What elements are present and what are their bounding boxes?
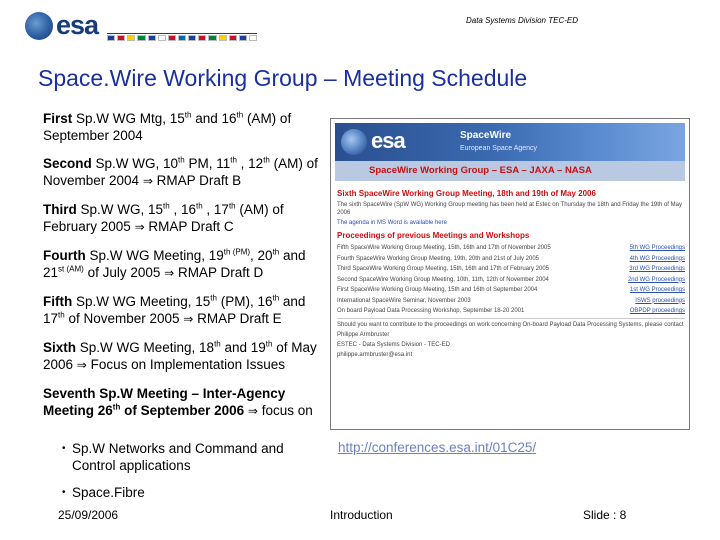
meeting-text: and 21: [43, 248, 306, 280]
proceedings-row: [337, 255, 685, 263]
implies-arrow: ⇒: [76, 358, 87, 372]
implies-arrow: ⇒: [134, 220, 145, 234]
meeting-text: and 16: [191, 111, 237, 126]
contact-mail[interactable]: philippe.armbruster@esa.int: [337, 351, 413, 358]
meeting-text: Sp.W WG Meeting, 15: [72, 294, 211, 309]
bullet-dot: •: [62, 487, 66, 498]
flag-icon: [249, 35, 257, 41]
meeting-text: focus on: [257, 403, 313, 418]
meeting-text: and 17: [43, 294, 306, 326]
proceedings-link[interactable]: 2nd WG Proceedings: [627, 276, 685, 283]
meeting-text: , 17: [202, 202, 229, 217]
divider: [337, 318, 685, 319]
meeting-text: Sp.W WG Meeting, 19: [85, 248, 224, 263]
flag-icon: [219, 35, 227, 41]
meeting-text: (PM), 16: [216, 294, 273, 309]
meeting-outcome: RMAP Draft E: [193, 311, 282, 326]
meeting-ordinal: Second: [43, 156, 92, 171]
proceedings-link[interactable]: 5th WG Proceedings: [629, 245, 685, 251]
footer-slide-number: Slide : 8: [583, 508, 627, 522]
proceedings-label: Fifth SpaceWire Working Group Meeting, 15th, 16th and 17th of November 2005: [337, 245, 551, 251]
meeting-text: of July 2005: [83, 265, 165, 280]
ordinal-suffix: th: [214, 339, 221, 349]
proceedings-label: On board Payload Data Processing Workshop, September 18-20 2001: [337, 308, 525, 314]
website-screenshot: [330, 118, 690, 430]
flag-icon: [158, 35, 166, 41]
website-logo: esa: [371, 128, 405, 153]
bullet-text: Sp.W Networks and Command and Control applications: [72, 441, 284, 473]
proceedings-label: Second SpaceWire Working Group Meeting, 10th, 11th, 12th of November 2004: [337, 276, 549, 283]
website-heading: Sixth SpaceWire Working Group Meeting, 18th and 19th of May 2006: [337, 189, 596, 198]
proceedings-row: [337, 276, 685, 284]
ordinal-suffix: th (PM): [223, 247, 251, 257]
bullet-item: [62, 440, 322, 474]
proceedings-row: [337, 286, 685, 294]
proceedings-row: [337, 265, 685, 273]
proceedings-link[interactable]: ISWS proceedings: [635, 297, 685, 304]
meeting-list: [43, 110, 328, 431]
ordinal-suffix: th: [272, 247, 280, 257]
ordinal-suffix: th: [195, 201, 203, 211]
meeting-outcome: RMAP Draft D: [174, 265, 264, 280]
meeting-item: [43, 155, 328, 190]
meeting-text: , 12: [236, 156, 264, 171]
ordinal-suffix: th: [184, 110, 192, 120]
proceedings-label: International SpaceWire Seminar, November 2003: [337, 297, 471, 304]
globe-icon: [341, 129, 367, 155]
ordinal-suffix: th: [210, 293, 217, 303]
website-content: [337, 187, 685, 361]
meeting-text: (AM) of November 2004: [43, 156, 318, 188]
flag-icon: [117, 35, 125, 41]
meeting-ordinal: Third: [43, 202, 77, 217]
ordinal-suffix: st (AM): [58, 264, 84, 274]
website-intro: The sixth SpaceWire (SpW WG) Working Group meeting has been held at Estec on Thursday the 18th and Friday the 19th of May 2006: [337, 202, 682, 216]
meeting-item: [43, 339, 328, 374]
footer-section: Introduction: [330, 508, 393, 522]
flag-icon: [198, 35, 206, 41]
proceedings-link[interactable]: 4th WG Proceedings: [629, 255, 685, 262]
meeting-text: Sp.W WG, 15: [76, 202, 164, 217]
meeting-item: [43, 110, 328, 144]
flag-icon: [107, 35, 115, 41]
meeting-text: (AM) of February 2005: [43, 202, 284, 234]
meeting-ordinal: Fourth: [43, 248, 86, 263]
proceedings-row: [337, 244, 685, 252]
flag-icon: [148, 35, 156, 41]
implies-arrow: ⇒: [247, 404, 258, 418]
implies-arrow: ⇒: [183, 312, 194, 326]
meeting-text: Sp.W WG Mtg, 15: [72, 111, 185, 126]
proceedings-link[interactable]: 1st WG Proceedings: [629, 287, 685, 293]
meeting-ordinal: First: [43, 111, 73, 126]
bullet-item: [62, 484, 322, 501]
contact-name: Philippe Armbruster: [337, 331, 390, 338]
flag-icon: [137, 35, 145, 41]
flag-icon: [127, 35, 135, 41]
flag-icon: [239, 35, 247, 41]
meeting-ordinal: Sixth: [43, 340, 77, 355]
proceedings-link[interactable]: 3rd WG Proceedings: [629, 266, 685, 272]
ordinal-suffix: th: [112, 402, 121, 412]
proceedings-row: [337, 307, 685, 315]
ordinal-suffix: th: [272, 293, 280, 303]
meeting-text: of November 2005: [64, 311, 184, 326]
esa-wordmark: esa: [56, 10, 99, 40]
esa-logo: [25, 10, 115, 42]
division-label: Data Systems Division TEC-ED: [465, 16, 578, 25]
ordinal-suffix: th: [178, 155, 185, 165]
website-proceedings-heading: Proceedings of previous Meetings and Workshops: [337, 231, 530, 240]
flag-icon: [178, 35, 186, 41]
ordinal-suffix: th: [230, 155, 237, 165]
conference-link[interactable]: http://conferences.esa.int/01C25/: [338, 440, 537, 455]
meeting-text: PM, 11: [184, 156, 231, 171]
proceedings-label: First SpaceWire Working Group Meeting, 15th and 16th of September 2004: [337, 287, 538, 293]
header-rule: [107, 33, 257, 34]
proceedings-row: [337, 297, 685, 305]
meeting-ordinal: Fifth: [43, 294, 73, 309]
meeting-text: Sp.W WG Meeting, 18: [76, 340, 215, 355]
globe-icon: [25, 12, 53, 40]
website-agency: European Space Agency: [460, 145, 538, 152]
bullet-text: Space.Fibre: [72, 485, 145, 500]
meeting-text: and 19: [220, 340, 266, 355]
implies-arrow: ⇒: [164, 266, 175, 280]
flag-icon: [168, 35, 176, 41]
meeting-text: Seventh Sp.W Meeting – Inter-Agency Meeting 26: [43, 386, 286, 418]
member-flags: [107, 35, 257, 41]
ordinal-suffix: th: [163, 201, 170, 211]
meeting-text: (AM) of September 2004: [43, 111, 292, 143]
ordinal-suffix: th: [265, 339, 273, 349]
page-title: Space.Wire Working Group – Meeting Schedule: [38, 65, 528, 91]
topic-bullets: [62, 440, 322, 511]
proceedings-list: [337, 244, 685, 315]
ordinal-suffix: th: [228, 201, 236, 211]
website-intro-link[interactable]: The agenda in MS Word is available here: [337, 220, 447, 226]
contact-org: ESTEC - Data Systems Division - TEC-ED: [337, 341, 450, 348]
meeting-text: , 20: [250, 248, 273, 263]
website-banner: [335, 123, 685, 161]
bullet-dot: •: [62, 443, 66, 454]
meeting-item: [43, 201, 328, 236]
website-product: SpaceWire: [460, 130, 512, 141]
flag-icon: [188, 35, 196, 41]
meeting-item: [43, 293, 328, 328]
ordinal-suffix: th: [236, 110, 244, 120]
meeting-outcome: Focus on Implementation Issues: [86, 357, 285, 372]
proceedings-label: Fourth SpaceWire Working Group Meeting, 19th, 20th and 21st of July 2005: [337, 255, 540, 262]
proceedings-link[interactable]: OBPDP proceedings: [629, 308, 685, 314]
meeting-item-seventh: [43, 385, 328, 420]
proceedings-label: Third SpaceWire Working Group Meeting, 15th, 16th and 17th of February 2005: [337, 266, 550, 272]
flag-icon: [208, 35, 216, 41]
meeting-text: of May 2006: [43, 340, 317, 372]
implies-arrow: ⇒: [142, 174, 153, 188]
ordinal-suffix: th: [263, 155, 270, 165]
website-note: Should you want to contribute to the proceedings on work concerning On-board Payload Data Processing Systems, please contact: [337, 321, 684, 328]
meeting-text: of September 2006: [120, 403, 248, 418]
meeting-outcome: RMAP Draft B: [152, 173, 242, 188]
meeting-text: , 16: [169, 202, 196, 217]
meeting-item: [43, 247, 328, 282]
website-subtitle: SpaceWire Working Group – ESA – JAXA – NASA: [369, 165, 592, 176]
meeting-text: Sp.W WG, 10: [91, 156, 179, 171]
meeting-outcome: RMAP Draft C: [144, 219, 234, 234]
ordinal-suffix: th: [58, 310, 65, 320]
flag-icon: [229, 35, 237, 41]
footer-date: 25/09/2006: [58, 508, 119, 522]
